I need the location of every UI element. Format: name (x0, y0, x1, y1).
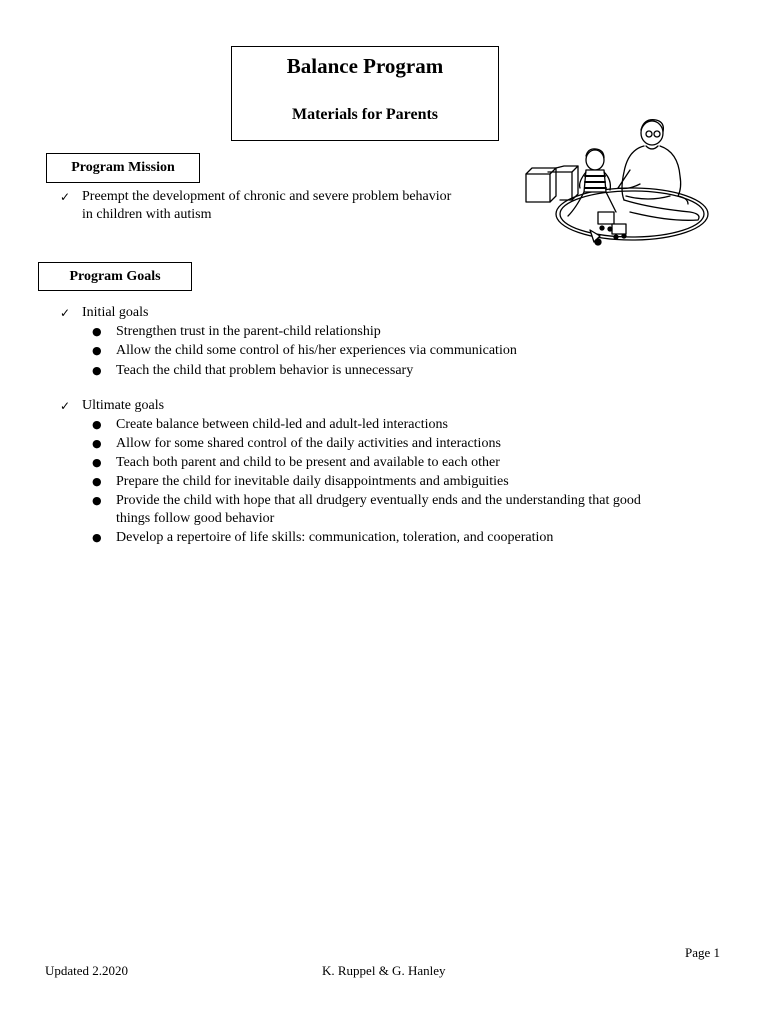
bullet-icon: ● (92, 344, 102, 357)
mission-line-1: Preempt the development of chronic and severe problem behavior (82, 189, 452, 204)
goals-heading: Program Goals (69, 269, 161, 284)
bullet-icon: ● (92, 364, 102, 377)
goals-heading-box (38, 262, 192, 291)
mission-heading: Program Mission (71, 160, 175, 175)
list-item: Teach both parent and child to be present and available to each other (116, 455, 500, 470)
updated-date: Updated 2.2020 (45, 963, 129, 978)
bullet-icon: ● (92, 437, 102, 450)
list-item: Provide the child with hope that all drudgery eventually ends and the understanding that good (116, 493, 641, 508)
bullet-icon: ● (92, 531, 102, 544)
page-title: Balance Program (286, 54, 444, 78)
bullet-icon: ● (92, 456, 102, 469)
bullet-icon: ● (92, 494, 102, 507)
initial-goals-label: Initial goals (82, 305, 149, 320)
title-box (231, 46, 499, 141)
list-item: Create balance between child-led and adult-led interactions (116, 417, 448, 432)
checkmark-icon: ✓ (60, 190, 71, 204)
ultimate-goals-label: Ultimate goals (82, 398, 165, 413)
bullet-icon: ● (92, 418, 102, 431)
bullet-icon: ● (92, 475, 102, 488)
bullet-icon: ● (92, 325, 102, 338)
mission-heading-box (46, 153, 200, 183)
list-item: Strengthen trust in the parent-child relationship (116, 324, 381, 339)
list-item: Allow for some shared control of the daily activities and interactions (116, 436, 501, 451)
list-item: Allow the child some control of his/her experiences via communication (116, 343, 517, 358)
mission-line-2: in children with autism (82, 207, 212, 222)
authors: K. Ruppel & G. Hanley (322, 963, 446, 978)
checkmark-icon: ✓ (60, 306, 71, 320)
list-item: Teach the child that problem behavior is unnecessary (116, 363, 414, 378)
parent-child-play-illustration (520, 116, 712, 250)
page-subtitle: Materials for Parents (291, 106, 439, 123)
list-item: Develop a repertoire of life skills: communication, toleration, and cooperation (116, 530, 554, 545)
checkmark-icon: ✓ (60, 399, 71, 413)
list-item-continuation: things follow good behavior (116, 511, 275, 526)
list-item: Prepare the child for inevitable daily disappointments and ambiguities (116, 474, 509, 489)
page-number: Page 1 (685, 945, 721, 960)
